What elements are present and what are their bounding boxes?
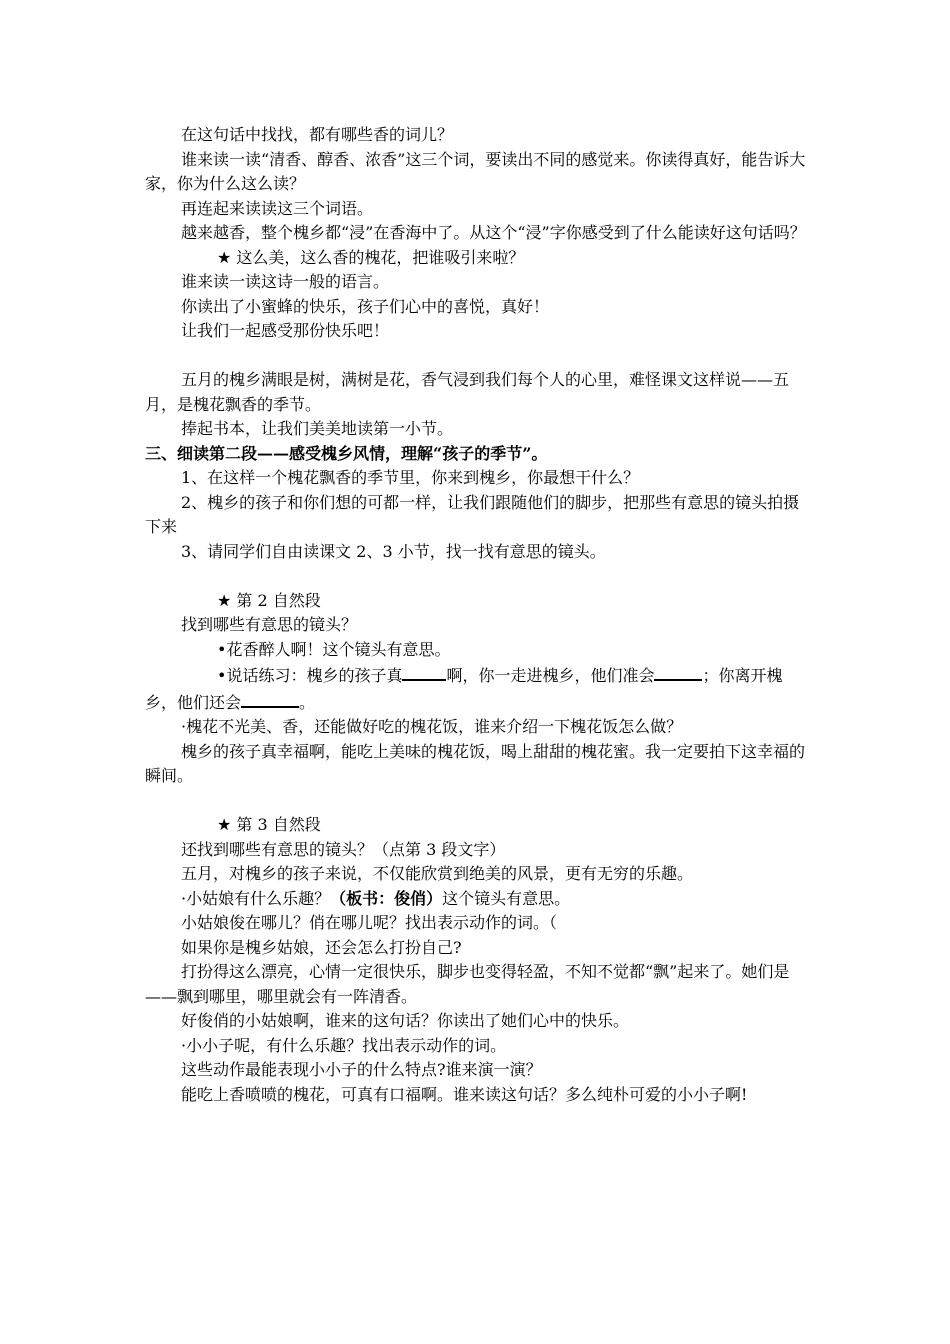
- bullet-text: 啊，你一走进槐乡，他们准会: [446, 666, 655, 685]
- paragraph: 找到哪些有意思的镜头？: [181, 615, 358, 634]
- star-icon: ★: [217, 815, 232, 834]
- fill-in-blank: [402, 662, 446, 681]
- question-item: 2、槐乡的孩子和你们想的可都一样，让我们跟随他们的脚步，把那些有意思的镜头拍摄下来: [145, 492, 800, 536]
- question-item: 1、在这样一个槐花飘香的季节里，你来到槐乡，你最想干什么？: [181, 468, 640, 487]
- spacer: [145, 564, 807, 589]
- paragraph: 让我们一起感受那份快乐吧！: [181, 321, 390, 340]
- fill-in-blank: [241, 689, 299, 708]
- paragraph: 打扮得这么漂亮，心情一定很快乐，脚步也变得轻盈，不知不觉都“飘”起来了。她们是——飘到哪里，哪里就会有一阵清香。: [145, 962, 790, 1006]
- paragraph: 五月的槐乡满眼是树，满树是花，香气浸到我们每个人的心里，难怪课文这样说——五月，是槐花飘香的季节。: [145, 370, 790, 414]
- bullet-text: ；你离开槐乡，他们还会: [145, 666, 783, 712]
- bullet-text: 。: [299, 692, 316, 712]
- spacer: [145, 344, 807, 369]
- bullet-icon: •: [217, 639, 227, 659]
- bullet-item: [145, 638, 807, 663]
- paragraph: 小姑娘俊在哪儿？俏在哪儿呢？找出表示动作的词。（: [181, 913, 558, 932]
- paragraph: 如果你是槐乡姑娘，还会怎么打扮自己?: [181, 937, 462, 957]
- lesson-plan-text: [145, 123, 807, 1107]
- paragraph: ·小小子呢，有什么乐趣？找出表示动作的词。: [181, 1035, 507, 1055]
- paragraph: 谁来读一读“清香、醇香、浓香”这三个词，要读出不同的感觉来。你读得真好，能告诉大家，你为什么这么读？: [145, 149, 806, 193]
- fill-in-blank: [654, 662, 702, 681]
- subsection-title: [145, 813, 807, 838]
- board-note: （板书：俊俏）: [330, 888, 443, 908]
- bullet-item: [145, 662, 807, 715]
- star-icon: ★: [217, 247, 232, 267]
- paragraph: 槐乡的孩子真幸福啊，能吃上美味的槐花饭，喝上甜甜的槐花蜜。我一定要拍下这幸福的瞬间。: [145, 741, 806, 785]
- paragraph: 还找到哪些有意思的镜头？（点第 3 段文字）: [181, 839, 506, 859]
- subsection-title-text: 第 3 自然段: [231, 815, 321, 834]
- subsection-title-text: 第 2 自然段: [231, 590, 321, 610]
- paragraph: 越来越香，整个槐乡都“浸”在香海中了。从这个“浸”字你感受到了什么能读好这句话吗？: [181, 223, 806, 242]
- spacer: [145, 789, 807, 814]
- paragraph: 谁来读一读这诗一般的语言。: [181, 272, 390, 291]
- paragraph: 好俊俏的小姑娘啊，谁来的这句话？你读出了她们心中的快乐。: [181, 1011, 630, 1030]
- paragraph: 你读出了小蜜蜂的快乐，孩子们心中的喜悦，真好！: [181, 296, 550, 316]
- bullet-text: 花香醉人啊！这个镜头有意思。: [226, 639, 451, 659]
- bullet-text: 说话练习：槐乡的孩子真: [226, 666, 403, 685]
- paragraph: [145, 246, 807, 271]
- paragraph: 五月，对槐乡的孩子来说，不仅能欣赏到绝美的风景，更有无穷的乐趣。: [181, 864, 694, 883]
- question-item: 3、请同学们自由读课文 2、3 小节，找一找有意思的镜头。: [181, 541, 606, 561]
- paragraph: 能吃上香喷喷的槐花，可真有口福啊。谁来读这句话？多么纯朴可爱的小小子啊!: [181, 1084, 748, 1104]
- paragraph: 捧起书本，让我们美美地读第一小节。: [181, 419, 454, 438]
- star-icon: ★: [217, 590, 232, 610]
- bullet-icon: •: [217, 666, 227, 685]
- paragraph: 这些动作最能表现小小子的什么特点?谁来演一演？: [181, 1060, 542, 1079]
- paragraph: [145, 887, 807, 912]
- paragraph: 在这句话中找找，都有哪些香的词儿？: [181, 125, 454, 144]
- paragraph: ·槐花不光美、香，还能做好吃的槐花饭，谁来介绍一下槐花饭怎么做？: [181, 717, 683, 736]
- paragraph-text: 这个镜头有意思。: [442, 888, 571, 908]
- paragraph-text: ·小姑娘有什么乐趣？: [181, 888, 331, 908]
- paragraph-text: 这么美，这么香的槐花，把谁吸引来啦？: [231, 247, 525, 267]
- subsection-title: [145, 589, 807, 614]
- paragraph: 再连起来读读这三个词语。: [181, 198, 374, 218]
- section-heading: 三、细读第二段——感受槐乡风情，理解“孩子的季节”。: [145, 443, 548, 463]
